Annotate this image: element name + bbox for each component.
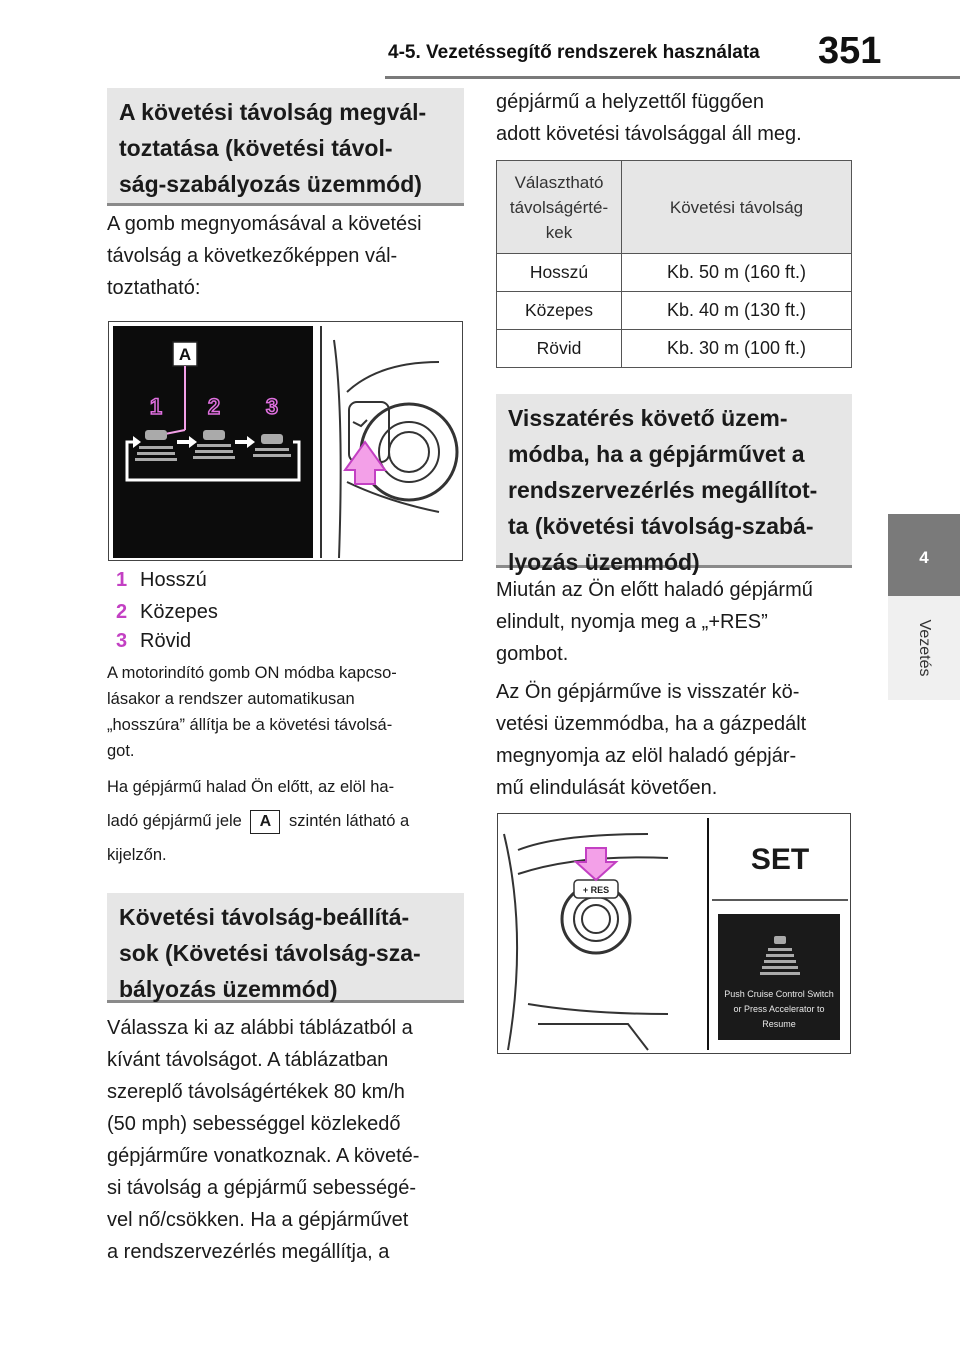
step-number-2: 2 — [207, 394, 221, 419]
heading-line: toztatása (követési távol- — [119, 135, 393, 161]
distance-switch-figure — [108, 321, 463, 561]
text-line: távolság a következőképpen vál- — [107, 245, 398, 267]
heading-line: bályozás üzemmód) — [119, 976, 338, 1002]
text-line: vetési üzemmódba, ha a gázpedált — [496, 713, 807, 735]
table-cell: Hosszú — [497, 254, 622, 292]
heading-line: A követési távolság megvál- — [119, 99, 427, 125]
heading-line: ság-szabályozás üzemmód) — [119, 171, 422, 197]
table-cell: Kb. 50 m (160 ft.) — [622, 254, 852, 292]
text-line — [107, 804, 409, 838]
res-switch-illustration — [498, 814, 851, 1054]
heading-line: módba, ha a gépjárművet a — [508, 441, 805, 467]
distance-table — [496, 160, 852, 368]
header-rule — [385, 76, 960, 79]
header-line: kek — [545, 222, 573, 242]
list-number: 1 — [116, 569, 128, 591]
text-line: mű elindulását követően. — [496, 777, 718, 799]
table-header-cell — [497, 161, 622, 254]
screen-message-line: or Press Accelerator to — [733, 1004, 825, 1014]
list-text: Rövid — [140, 630, 192, 652]
section-heading-return-follow-mode — [496, 394, 852, 575]
text-line: adott követési távolsággal áll meg. — [496, 123, 802, 145]
chapter-number: 4 — [919, 548, 929, 567]
text-line: gombot. — [496, 643, 569, 665]
step-number-3: 3 — [265, 394, 279, 419]
text-line: kívánt távolságot. A táblázatban — [107, 1049, 389, 1071]
table-cell: Közepes — [497, 292, 622, 330]
note-paragraph-2 — [107, 770, 409, 872]
text-line: a rendszervezérlés megállítja, a — [107, 1241, 390, 1263]
table-header-cell: Követési távolság — [622, 161, 852, 254]
text-line: lásakor a rendszer automatikusan — [107, 690, 355, 708]
intro-paragraph — [107, 208, 422, 304]
list-text: Közepes — [140, 601, 218, 623]
text-line: elindult, nyomja meg a „+RES” — [496, 611, 768, 633]
heading-line: Követési távolság-beállítá- — [119, 904, 410, 930]
text-line: vel nő/csökken. Ha a gépjárművet — [107, 1209, 409, 1231]
heading-line: rendszervezérlés megállítot- — [508, 477, 818, 503]
section-heading-change-distance — [107, 88, 464, 206]
list-item — [116, 597, 218, 627]
heading-line: lyozás üzemmód) — [508, 549, 700, 575]
callout-a-label: A — [178, 345, 192, 364]
return-paragraph-1 — [496, 574, 813, 670]
settings-paragraph — [107, 1012, 419, 1268]
text-line: Az Ön gépjárműve is visszatér kö- — [496, 681, 800, 703]
res-button-label: + RES — [582, 885, 610, 895]
screen-message-line: Resume — [762, 1019, 796, 1029]
note-paragraph-1 — [107, 660, 397, 764]
text-line: Válassza ki az alábbi táblázatból a — [107, 1017, 413, 1039]
text-line: got. — [107, 742, 135, 760]
text-line: Ha gépjármű halad Ön előtt, az elöl ha- — [107, 778, 395, 796]
header-title: 4-5. Vezetéssegítő rendszerek használata — [388, 42, 760, 63]
table-row — [497, 292, 852, 330]
table-row — [497, 254, 852, 292]
table-cell: Kb. 30 m (100 ft.) — [622, 330, 852, 368]
list-item — [116, 626, 191, 656]
chapter-label: Vezetés — [916, 619, 933, 677]
text-line: kijelzőn. — [107, 846, 167, 864]
page-number: 351 — [818, 30, 882, 72]
heading-line: Visszatérés követő üzem- — [508, 405, 788, 431]
table-cell: Rövid — [497, 330, 622, 368]
list-number: 3 — [116, 630, 128, 652]
heading-line: sok (Követési távolság-sza- — [119, 940, 421, 966]
table-row — [497, 330, 852, 368]
text-line: (50 mph) sebességgel közlekedő — [107, 1113, 401, 1135]
table-cell: Kb. 40 m (130 ft.) — [622, 292, 852, 330]
list-text: Hosszú — [140, 569, 207, 591]
text-line: megnyomja az elöl haladó gépjár- — [496, 745, 797, 767]
text-line: toztatható: — [107, 277, 201, 299]
distance-switch-illustration — [109, 322, 463, 561]
heading-line: ta (követési távolság-szabá- — [508, 513, 814, 539]
list-number: 2 — [116, 601, 128, 623]
text-line: si távolság a gépjármű sebességé- — [107, 1177, 417, 1199]
header-line: távolságérté- — [509, 197, 609, 217]
text-line: szereplő távolságértékek 80 km/h — [107, 1081, 405, 1103]
text-line: Miután az Ön előtt haladó gépjármű — [496, 579, 813, 601]
chapter-tab — [888, 514, 960, 596]
text-line: gépjárműre vonatkoznak. A követé- — [107, 1145, 420, 1167]
text-line: „hosszúra” állítja be a követési távolsá- — [107, 716, 393, 734]
section-heading-distance-settings — [107, 893, 464, 1003]
list-item — [116, 565, 207, 595]
text-line: A motorindító gomb ON módba kapcso- — [107, 664, 397, 682]
return-paragraph-2 — [496, 676, 806, 804]
text-segment: ladó gépjármű jele — [107, 812, 242, 830]
set-indicator: SET — [750, 843, 810, 876]
preceding-vehicle-symbol: A — [250, 810, 280, 834]
header-line: Választható — [514, 172, 604, 192]
table-header-row — [497, 161, 852, 254]
step-number-1: 1 — [149, 394, 163, 419]
continuation-paragraph — [496, 86, 802, 150]
chapter-tab-label-box — [888, 596, 960, 700]
text-line: gépjármű a helyzettől függően — [496, 91, 764, 113]
res-switch-figure — [497, 813, 851, 1054]
text-line: A gomb megnyomásával a követési — [107, 213, 422, 235]
text-segment: szintén látható a — [289, 812, 410, 830]
screen-message-line: Push Cruise Control Switch — [724, 989, 834, 999]
